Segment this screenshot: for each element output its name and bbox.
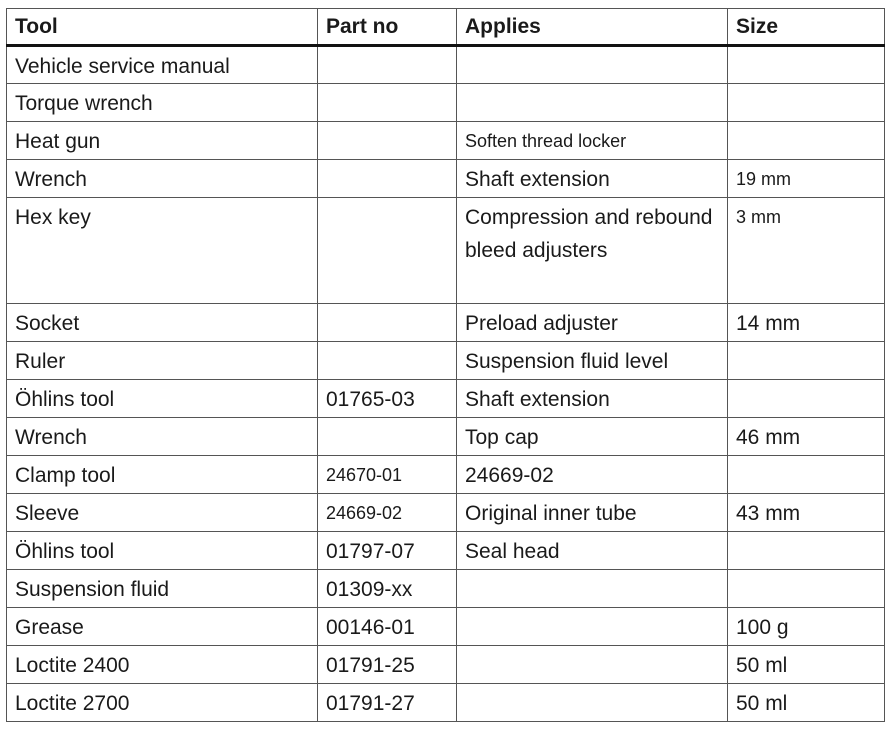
table-row [7, 494, 885, 532]
cell-size [728, 532, 885, 570]
cell-tool: Grease [7, 608, 318, 646]
table-row [7, 160, 885, 198]
cell-part: 01309-xx [318, 570, 457, 608]
cell-applies: Soften thread locker [457, 122, 728, 160]
table-row [7, 198, 885, 304]
cell-part: 24669-02 [318, 494, 457, 532]
cell-tool: Suspension fluid [7, 570, 318, 608]
cell-tool: Wrench [7, 418, 318, 456]
cell-applies: 24669-02 [457, 456, 728, 494]
cell-tool: Vehicle service manual [7, 46, 318, 84]
cell-tool: Öhlins tool [7, 380, 318, 418]
cell-part: 01791-27 [318, 684, 457, 722]
cell-tool: Loctite 2400 [7, 646, 318, 684]
cell-part [318, 198, 457, 304]
cell-applies: Seal head [457, 532, 728, 570]
header-part-no: Part no [318, 9, 457, 46]
cell-part: 00146-01 [318, 608, 457, 646]
cell-applies [457, 570, 728, 608]
cell-tool: Torque wrench [7, 84, 318, 122]
cell-tool: Sleeve [7, 494, 318, 532]
cell-size [728, 342, 885, 380]
cell-part: 01765-03 [318, 380, 457, 418]
cell-applies: Shaft extension [457, 380, 728, 418]
cell-size [728, 570, 885, 608]
cell-applies: Suspension fluid level [457, 342, 728, 380]
cell-part: 24670-01 [318, 456, 457, 494]
cell-tool: Ruler [7, 342, 318, 380]
cell-part [318, 84, 457, 122]
cell-size: 46 mm [728, 418, 885, 456]
cell-applies [457, 684, 728, 722]
cell-size: 14 mm [728, 304, 885, 342]
cell-size [728, 122, 885, 160]
header-applies: Applies [457, 9, 728, 46]
cell-part [318, 160, 457, 198]
cell-size [728, 380, 885, 418]
cell-applies [457, 646, 728, 684]
cell-size: 19 mm [728, 160, 885, 198]
cell-tool: Öhlins tool [7, 532, 318, 570]
table-row [7, 380, 885, 418]
cell-part [318, 304, 457, 342]
cell-part: 01797-07 [318, 532, 457, 570]
cell-size [728, 84, 885, 122]
cell-applies [457, 608, 728, 646]
cell-size: 50 ml [728, 646, 885, 684]
tools-table [6, 8, 885, 722]
cell-part [318, 122, 457, 160]
header-row [7, 9, 885, 46]
table-row [7, 456, 885, 494]
table-row [7, 532, 885, 570]
table-row [7, 342, 885, 380]
table-row [7, 418, 885, 456]
cell-applies: Compression and rebound bleed adjusters [457, 198, 728, 304]
table-row [7, 684, 885, 722]
cell-applies: Shaft extension [457, 160, 728, 198]
cell-size [728, 46, 885, 84]
header-tool: Tool [7, 9, 318, 46]
table-row [7, 304, 885, 342]
cell-part [318, 342, 457, 380]
cell-applies [457, 46, 728, 84]
cell-applies: Top cap [457, 418, 728, 456]
cell-size: 3 mm [728, 198, 885, 304]
cell-tool: Clamp tool [7, 456, 318, 494]
table-row [7, 122, 885, 160]
cell-tool: Socket [7, 304, 318, 342]
cell-applies: Preload adjuster [457, 304, 728, 342]
cell-applies [457, 84, 728, 122]
cell-tool: Loctite 2700 [7, 684, 318, 722]
table-row [7, 84, 885, 122]
cell-part: 01791-25 [318, 646, 457, 684]
cell-tool: Hex key [7, 198, 318, 304]
cell-part [318, 46, 457, 84]
cell-tool: Heat gun [7, 122, 318, 160]
table-row [7, 46, 885, 84]
cell-size [728, 456, 885, 494]
header-size: Size [728, 9, 885, 46]
cell-part [318, 418, 457, 456]
cell-applies: Original inner tube [457, 494, 728, 532]
cell-tool: Wrench [7, 160, 318, 198]
table-row [7, 646, 885, 684]
cell-size: 50 ml [728, 684, 885, 722]
cell-size: 43 mm [728, 494, 885, 532]
table-row [7, 608, 885, 646]
table-row [7, 570, 885, 608]
cell-size: 100 g [728, 608, 885, 646]
